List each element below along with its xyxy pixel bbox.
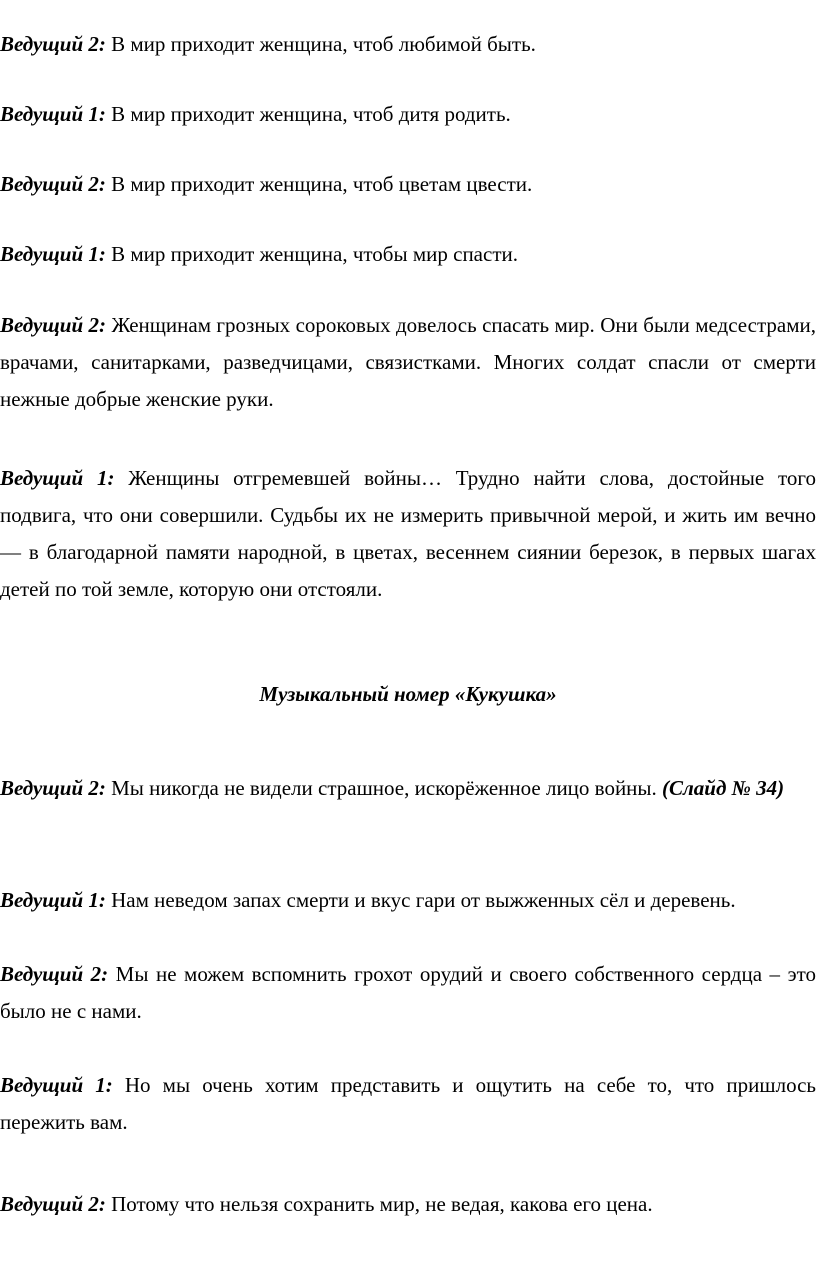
- speaker-label: Ведущий 2:: [0, 776, 106, 800]
- speaker-label: Ведущий 1:: [0, 102, 106, 126]
- paragraph-text: Женщины отгремевшей войны… Трудно найти слова, достойные того подвига, что они совершили. Судьбы их не измерить привычной мерой, и жить им вечно — в благодарной памяти народной, в цветах, весеннем сиянии березок, в первых шагах детей по той земле, которую они отстояли.: [0, 466, 816, 601]
- music-heading: Музыкальный номер «Кукушка»: [259, 682, 557, 706]
- paragraph-text: В мир приходит женщина, чтоб дитя родить.: [105, 102, 511, 126]
- paragraph-text: В мир приходит женщина, чтоб цветам цвести.: [105, 172, 533, 196]
- speaker-label: Ведущий 2:: [0, 172, 106, 196]
- speaker-label: Ведущий 1:: [0, 1073, 113, 1097]
- speaker-label: Ведущий 2:: [0, 962, 109, 986]
- paragraph-text: Потому что нельзя сохранить мир, не ведая, какова его цена.: [105, 1192, 653, 1216]
- paragraph: [0, 770, 816, 807]
- paragraph: [0, 460, 816, 608]
- paragraph: [0, 1067, 816, 1141]
- paragraph: [0, 26, 816, 63]
- paragraph: [0, 307, 816, 418]
- paragraph-text: Нам неведом запах смерти и вкус гари от выжженных сёл и деревень.: [105, 888, 736, 912]
- speaker-label: Ведущий 2:: [0, 32, 106, 56]
- paragraph: [0, 236, 816, 273]
- speaker-label: Ведущий 1:: [0, 242, 106, 266]
- speaker-label: Ведущий 1:: [0, 466, 115, 490]
- paragraph-text: В мир приходит женщина, чтоб любимой быть.: [105, 32, 536, 56]
- slide-note: (Слайд № 34): [662, 776, 785, 800]
- paragraph-text: Но мы очень хотим представить и ощутить на себе то, что пришлось пережить вам.: [0, 1073, 816, 1134]
- paragraph: [0, 1186, 816, 1223]
- paragraph: [0, 96, 816, 133]
- paragraph-text: Мы никогда не видели страшное, искорёженное лицо войны.: [105, 776, 663, 800]
- paragraph-text: Мы не можем вспомнить грохот орудий и своего собственного сердца – это было не с нами.: [0, 962, 816, 1023]
- paragraph-text: Женщинам грозных сороковых довелось спасать мир. Они были медсестрами, врачами, санитарками, разведчицами, связистками. Многих солдат спасли от смерти нежные добрые женские руки.: [0, 313, 816, 411]
- paragraph: [0, 166, 816, 203]
- speaker-label: Ведущий 1:: [0, 888, 106, 912]
- paragraph: [0, 956, 816, 1030]
- paragraph-text: В мир приходит женщина, чтобы мир спасти.: [105, 242, 518, 266]
- speaker-label: Ведущий 2:: [0, 313, 107, 337]
- paragraph: [0, 882, 816, 919]
- speaker-label: Ведущий 2:: [0, 1192, 106, 1216]
